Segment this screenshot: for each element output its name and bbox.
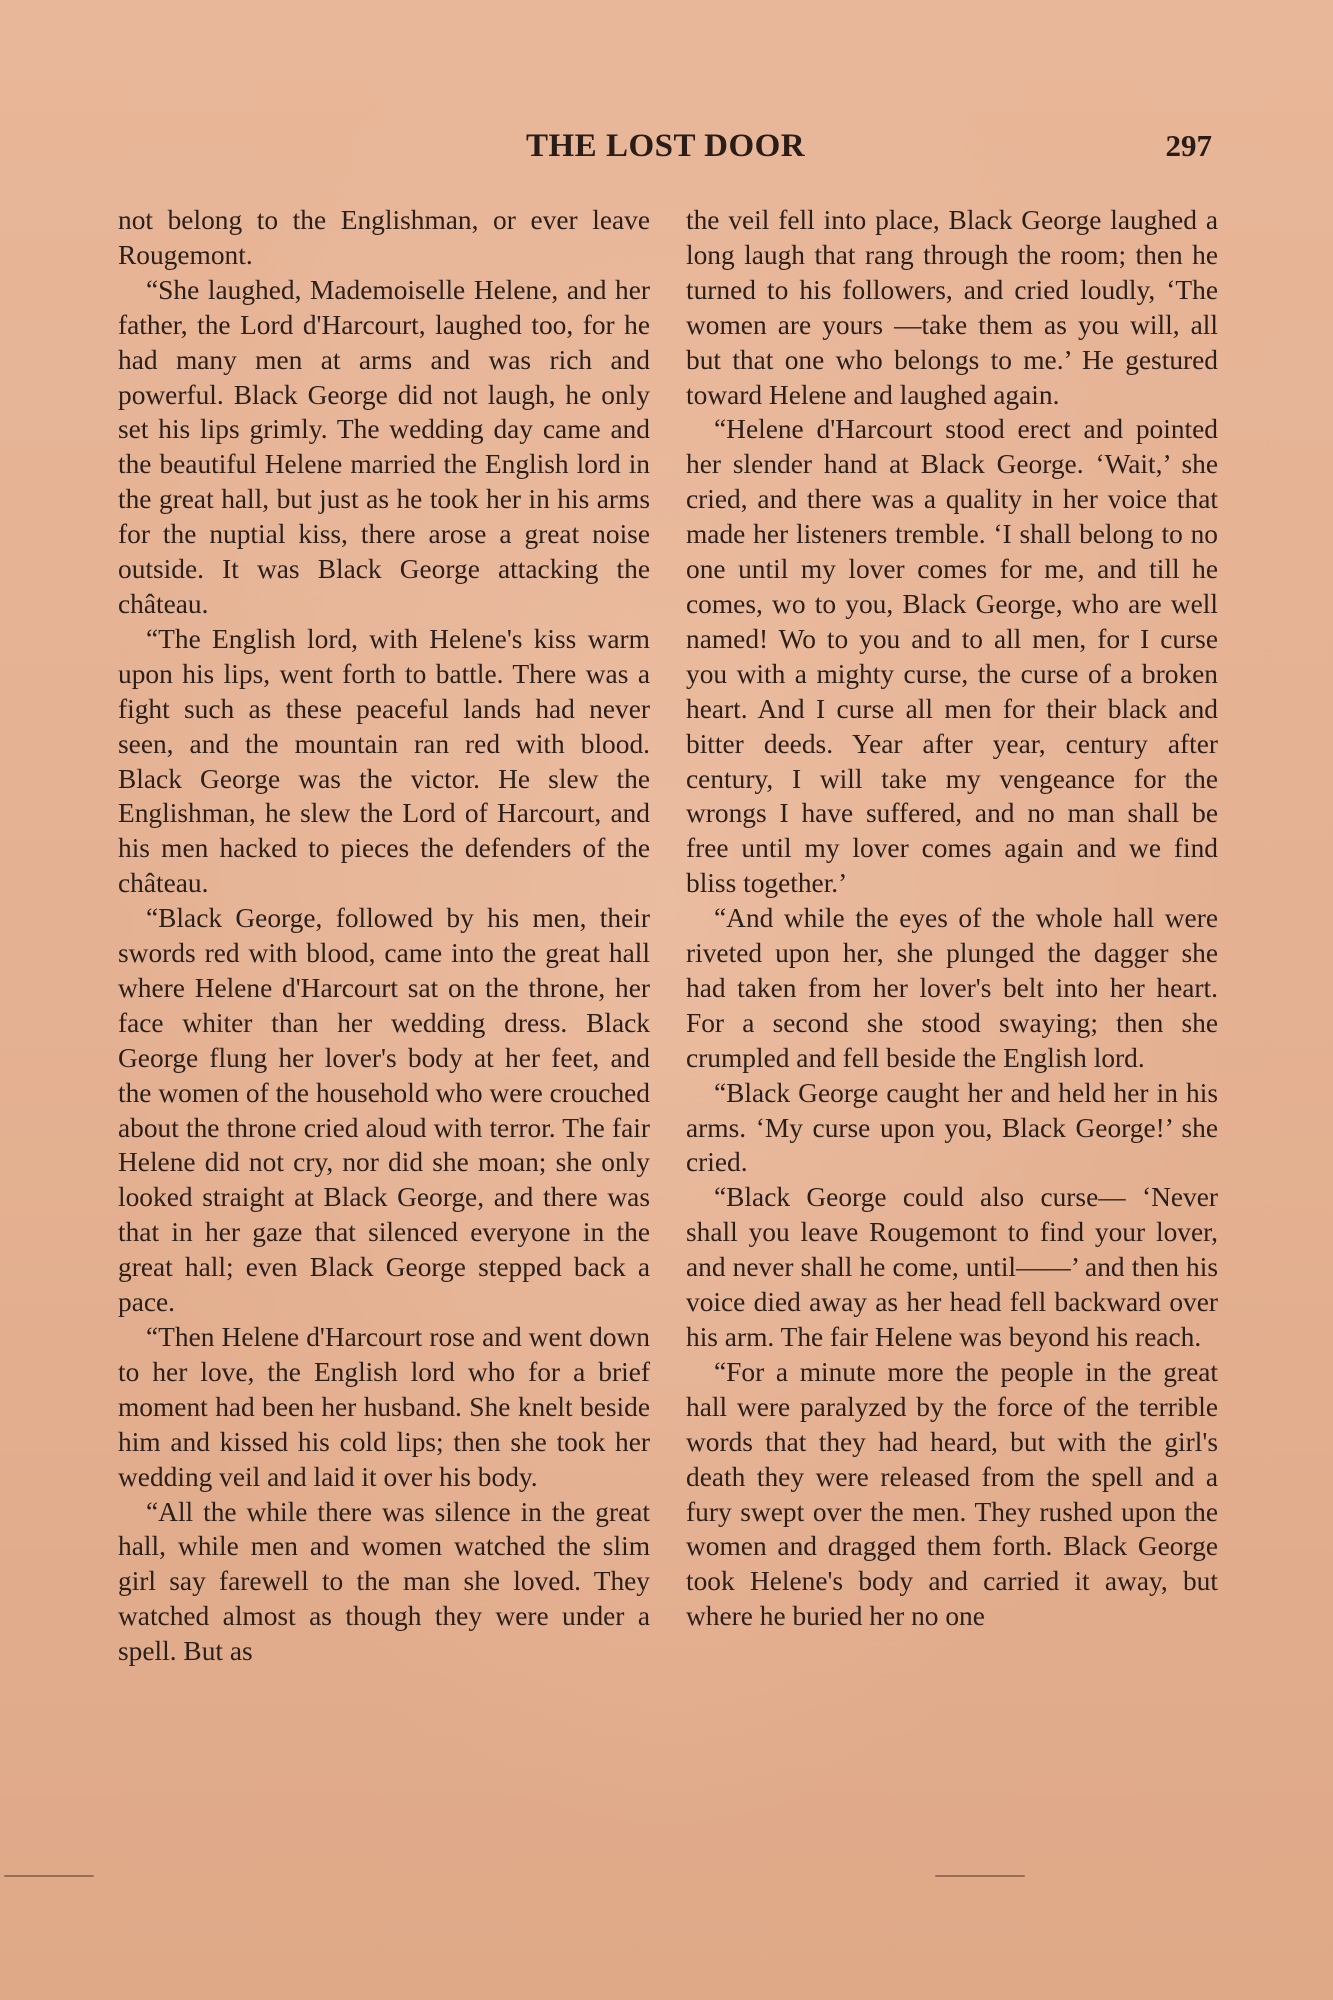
paragraph: “She laughed, Mademoiselle Helene, and her father, the Lord d'Harcourt, laughed too, for he had many men at arms and was rich and powerful. Black George did not laugh, he only set his lips grimly. The wedding day came and the beautiful Helene married the English lord in the great hall, but just as he took her in his arms for the nuptial kiss, there arose a great noise outside. It was Black George attacking the château. <box>118 274 650 619</box>
ink-smudge-mark <box>4 1875 94 1877</box>
paragraph: “Black George, followed by his men, their swords red with blood, came into the great hall where Helene d'Harcourt sat on the throne, her face whiter than her wedding dress. Black George flung her lover's body at her feet, and the women of the household who were crouched about the throne cried aloud with terror. The fair Helene did not cry, nor did she moan; she only looked straight at Black George, and there was that in her gaze that silenced everyone in the great hall; even Black George stepped back a pace. <box>118 903 650 1318</box>
paragraph: “Helene d'Harcourt stood erect and pointed her slender hand at Black George. ‘Wait,’ she cried, and there was a quality in her voice that made her listeners tremble. ‘I shall belong to no one until my lover comes for me, and till he comes, wo to you, Black George, who are well named! Wo to you and to all men, for I curse you with a mighty curse, the curse of a broken heart. And I curse all men for their black and bitter deeds. Year after year, century after century, I will take my vengeance for the wrongs I have suffered, and no man shall be free until my lover comes again and we find bliss together.’ <box>686 414 1218 899</box>
left-column <box>118 203 650 1669</box>
running-title: THE LOST DOOR <box>526 128 806 164</box>
paragraph: “The English lord, with Helene's kiss warm upon his lips, went forth to battle. There was a fight such as these peaceful lands had never seen, and the mountain ran red with blood. Black George was the victor. He slew the Englishman, he slew the Lord of Harcourt, and his men hacked to pieces the defenders of the château. <box>118 623 650 899</box>
ink-smudge-mark <box>935 1875 1025 1877</box>
paragraph: “And while the eyes of the whole hall were riveted upon her, she plunged the dagger she had taken from her lover's belt into her heart. For a second she stood swaying; then she crumpled and fell beside the English lord. <box>686 903 1218 1073</box>
right-column <box>686 203 1218 1634</box>
paragraph: the veil fell into place, Black George laughed a long laugh that rang through the room; then he turned to his followers, and cried loudly, ‘The women are yours —take them as you will, all but that one who belongs to me.’ He gestured toward Helene and laughed again. <box>686 205 1218 410</box>
page-number: 297 <box>1165 128 1212 163</box>
paragraph: “Black George caught her and held her in his arms. ‘My curse upon you, Black George!’ she cried. <box>686 1077 1218 1178</box>
paragraph: “All the while there was silence in the great hall, while men and women watched the slim girl say farewell to the man she loved. They watched almost as though they were under a spell. But as <box>118 1496 650 1667</box>
page-header <box>118 128 1218 172</box>
paragraph: not belong to the Englishman, or ever leave Rougemont. <box>118 205 650 270</box>
paragraph: “For a minute more the people in the great hall were paralyzed by the force of the terrible words that they had heard, but with the girl's death they were released from the spell and a fury swept over the men. They rushed upon the women and dragged them forth. Black George took Helene's body and carried it away, but where he buried her no one <box>686 1356 1218 1632</box>
paragraph: “Black George could also curse— ‘Never shall you leave Rougemont to find your lover, and never shall he come, until——’ and then his voice died away as her head fell backward over his arm. The fair Helene was beyond his reach. <box>686 1182 1218 1352</box>
paragraph: “Then Helene d'Harcourt rose and went down to her love, the English lord who for a brief moment had been her husband. She knelt beside him and kissed his cold lips; then she took her wedding veil and laid it over his body. <box>118 1322 650 1492</box>
